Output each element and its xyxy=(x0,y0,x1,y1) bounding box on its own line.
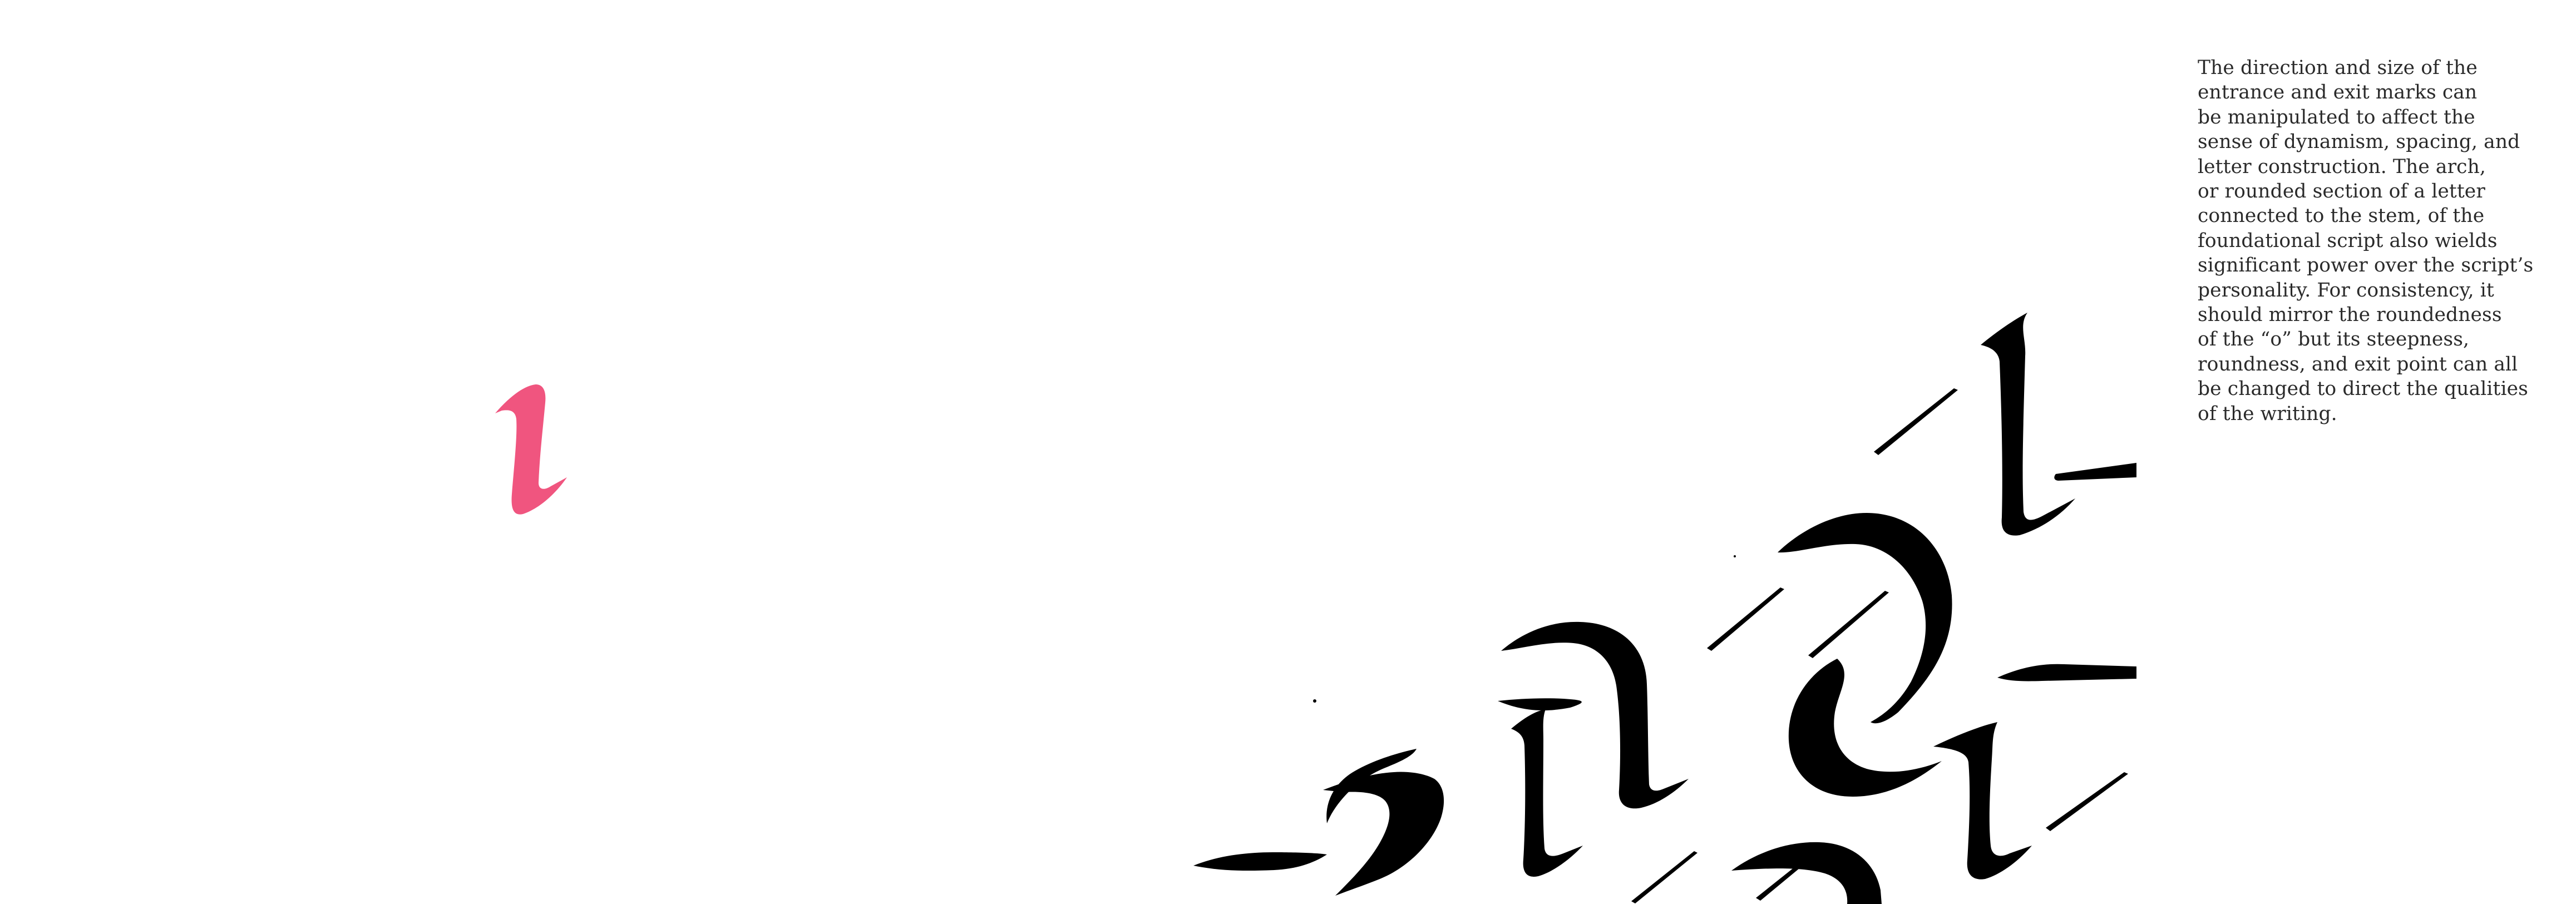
body-line: or rounded section of a letter xyxy=(2198,180,2485,203)
body-line: foundational script also wields xyxy=(2198,229,2498,252)
body-line: significant power over the script’s xyxy=(2198,254,2534,277)
slab-dash xyxy=(1498,698,1582,710)
right-stem-stroke xyxy=(1933,722,2032,880)
body-line: of the “o” but its steepness, xyxy=(2198,328,2470,351)
ascender-stem-stroke xyxy=(1981,313,2075,536)
left-page xyxy=(0,0,1068,904)
body-line: sense of dynamism, spacing, and xyxy=(2198,131,2520,154)
bottom-dash xyxy=(1193,852,1327,871)
body-line: personality. For consistency, it xyxy=(2198,279,2494,302)
body-line: be manipulated to affect the xyxy=(2198,106,2475,129)
short-stem-stroke xyxy=(1511,709,1583,877)
pink-i-stem-glyph xyxy=(490,383,573,522)
ink-speck xyxy=(1313,699,1316,703)
calligraphy-letterforms xyxy=(1196,289,2136,904)
crossbar-dash-top xyxy=(2054,463,2136,481)
entrance-hairline xyxy=(1808,591,1889,658)
body-line: connected to the stem, of the xyxy=(2198,205,2485,228)
body-line: of the writing. xyxy=(2198,402,2337,425)
lower-bowl-stroke xyxy=(1731,842,1882,904)
ink-speck xyxy=(1734,555,1736,557)
body-line: roundness, and exit point can all xyxy=(2198,353,2518,376)
crossbar-dash-lower xyxy=(1997,664,2136,681)
body-line: be changed to direct the qualities xyxy=(2198,378,2528,401)
body-line: The direction and size of the xyxy=(2198,57,2478,79)
entrance-hairline xyxy=(1631,851,1697,903)
pink-stroke xyxy=(495,384,567,515)
entrance-hairline xyxy=(2046,772,2128,831)
body-line: should mirror the roundedness xyxy=(2198,304,2502,327)
entrance-hairline xyxy=(1707,587,1784,651)
entrance-hairline xyxy=(1874,388,1958,455)
body-line: letter construction. The arch, xyxy=(2198,155,2486,178)
body-paragraph xyxy=(2198,56,2576,426)
body-line: entrance and exit marks can xyxy=(2198,81,2478,104)
